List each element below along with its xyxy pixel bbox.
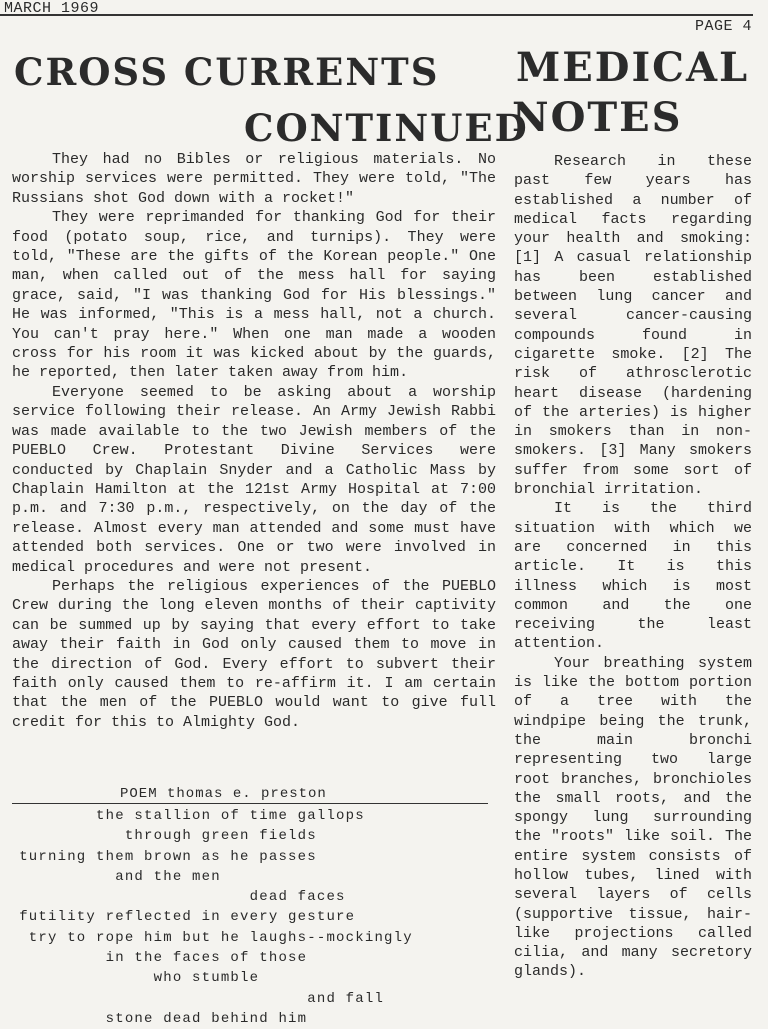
medical-notes-body xyxy=(514,152,752,982)
header-rule xyxy=(0,14,753,16)
issue-date: MARCH 1969 xyxy=(4,0,100,17)
cross-currents-subtitle: CONTINUED xyxy=(244,106,529,150)
paragraph: They had no Bibles or religious materials. No worship services were permitted. They were told, "The Russians shot God down with a rocket!" xyxy=(12,151,496,207)
poem-title: POEM thomas e. preston xyxy=(120,786,327,802)
poem-line: and fall xyxy=(0,990,385,1007)
paragraph: Perhaps the religious experiences of the PUEBLO Crew during the long eleven months of their captivity can be summed up by saying that every effort to take away their faith in God only caused them to move in the direction of God. Every effort to subvert their faith only caused them to re-affirm it. I am certain that the men of the PUEBLO would want to give full credit for this to Almighty God. xyxy=(12,577,496,731)
poem-line: through green fields xyxy=(0,828,317,845)
poem-heading xyxy=(12,786,488,804)
paragraph: Research in these past few years has established a number of medical facts regarding your health and smoking: [1] A casual relationship has been established between lung cancer and several cancer-causing compounds found in cigarette smoke. [2] The risk of athrosclerotic heart disease (hardening of the arteries) is higher in smokers than in non-smokers. [3] Many smokers suffer from some sort of bronchial irritation. xyxy=(514,153,752,499)
poem-line: and the men xyxy=(0,868,221,885)
poem-line: stone dead behind him xyxy=(0,1010,308,1027)
poem-line: who stumble xyxy=(0,970,260,987)
poem-line: dead faces xyxy=(0,889,346,906)
medical-notes-title-line1: MEDICAL xyxy=(516,44,750,91)
paragraph: Your breathing system is like the bottom portion of a tree with the windpipe being the trunk, the main bronchi representing two large root branches, bronchioles the small roots, and the spongy lung surrounding the "roots" like soil. The entire system consists of hollow tubes, lined with several layers of cells (supportive tissue, hair-like projections called cilia, and many secretory glands). xyxy=(514,654,752,981)
paragraph: Everyone seemed to be asking about a worship service following their release. An Army Jewish Rabbi was made available to the two Jewish members of the PUEBLO Crew. Protestant Divine Services were conducted by Chaplain Snyder and a Catholic Mass by Chaplain Hamilton at the 121st Army Hospital at 7:00 p.m. and 7:30 p.m., respectively, on the day of the release. Almost every man attended and some must have attended both services. One or two were involved in medical procedures and were not present. xyxy=(12,383,496,576)
paragraph: It is the third situation with which we are concerned in this article. It is this illness which is most common and the one receiving the least attention. xyxy=(514,500,752,653)
cross-currents-title: CROSS CURRENTS xyxy=(14,50,440,94)
poem-body xyxy=(0,806,500,1029)
medical-notes-title-line2: NOTES xyxy=(512,94,683,141)
poem-line: the stallion of time gallops xyxy=(0,808,365,824)
cross-currents-body xyxy=(12,150,496,732)
poem-line: futility reflected in every gesture xyxy=(0,909,356,926)
poem-line: try to rope him but he laughs--mockingly xyxy=(0,929,413,946)
page-number: PAGE 4 xyxy=(694,18,752,35)
paragraph: They were reprimanded for thanking God for their food (potato soup, rice, and turnips). They were told, "These are the gifts of the Korean people." One man, when called out of the mess hall for saying grace, said, "I was thanking God for His blessings." He was informed, "This is a mess hall, not a church. You can't pray here." When one man made a wooden cross for his room it was kicked about by the guards, he reported, then later taken away from him. xyxy=(12,209,496,382)
poem-line: turning them brown as he passes xyxy=(0,848,317,865)
poem-line: in the faces of those xyxy=(0,950,308,967)
